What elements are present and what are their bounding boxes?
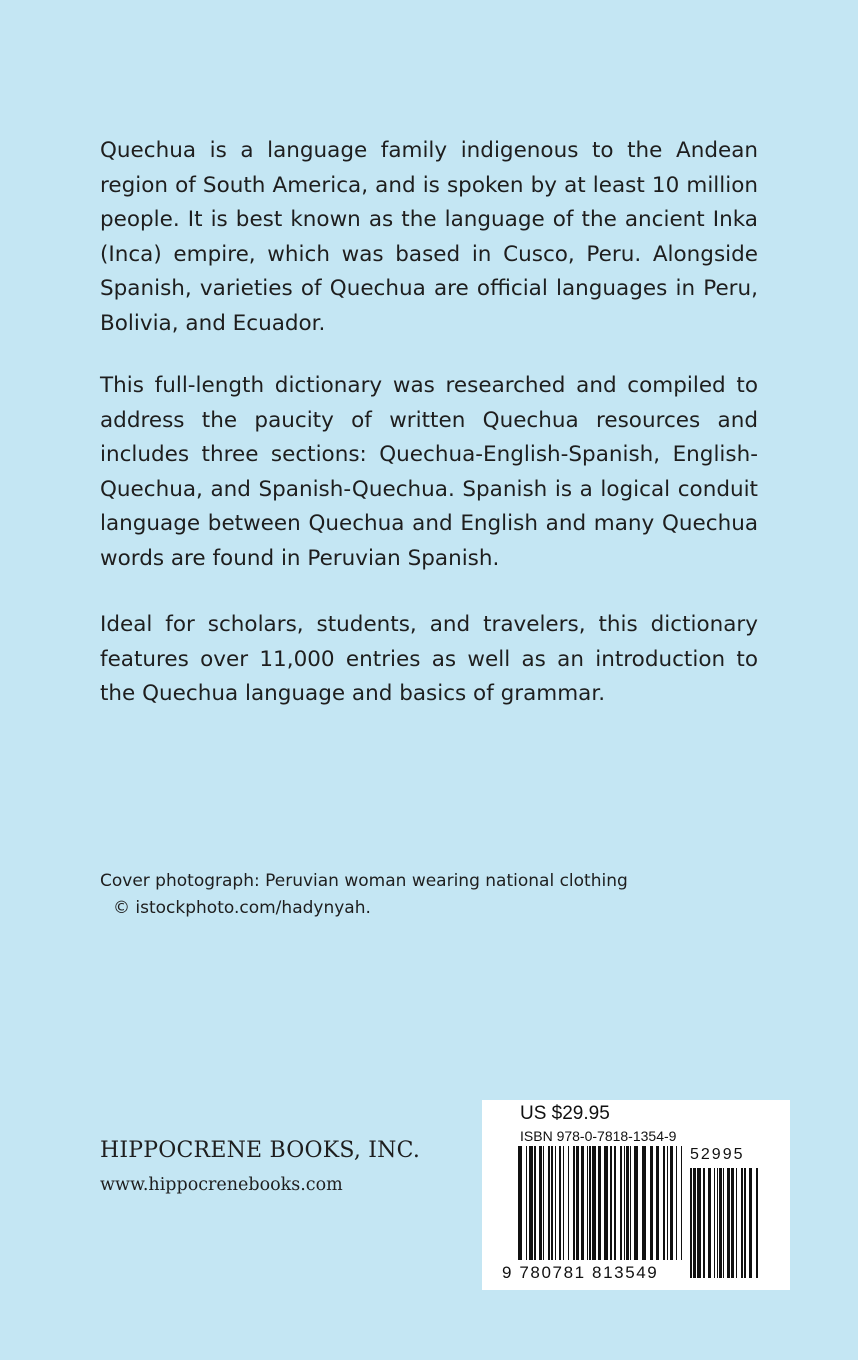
barcode-bar <box>587 1146 588 1260</box>
barcode-bar <box>642 1146 646 1260</box>
barcode-bar <box>604 1146 608 1260</box>
barcode-bar <box>717 1168 718 1278</box>
barcode-bar <box>598 1146 601 1260</box>
price-label: US $29.95 <box>520 1103 610 1124</box>
barcode-bar <box>697 1168 701 1278</box>
barcode-bar <box>529 1146 533 1260</box>
barcode-bar <box>548 1146 550 1260</box>
barcode-bar <box>543 1146 544 1260</box>
barcode-bar <box>714 1168 715 1278</box>
barcode-bar <box>539 1146 542 1260</box>
barcode-bar <box>610 1146 612 1260</box>
barcode-bar <box>634 1146 638 1260</box>
barcode-bar <box>756 1168 758 1278</box>
photo-credit-line-2: © istockphoto.com/hadynyah. <box>113 898 371 918</box>
photo-credit-line-1: Cover photograph: Peruvian woman wearing national clothing <box>100 871 628 891</box>
description-paragraph-2: This full-length dictionary was researched and compiled to address the paucity of written Quechua resources and includes three sections: Quechua-English-Spanish, English-Quechua, and Spanish-Quechua. Spanish is a logical conduit language between Quechua and English and many Quechua words are found in Peruvian Spanish. <box>100 373 758 571</box>
barcode-bar <box>723 1168 724 1278</box>
barcode-bar <box>626 1146 629 1260</box>
barcode-bar <box>518 1146 522 1260</box>
barcode-bar <box>690 1168 692 1278</box>
barcode-bar <box>667 1146 668 1260</box>
barcode-bar <box>551 1146 553 1260</box>
barcode-bar <box>703 1168 705 1278</box>
publisher-website: www.hippocrenebooks.com <box>100 1175 343 1195</box>
barcode-bar <box>676 1146 677 1260</box>
barcode-bar <box>526 1146 527 1260</box>
barcode-bar <box>736 1168 737 1278</box>
barcode-bar <box>741 1168 743 1278</box>
barcode-bar <box>568 1146 569 1260</box>
barcode-bar <box>650 1146 653 1260</box>
addon-number: 52995 <box>690 1146 745 1163</box>
barcode-bar <box>670 1146 673 1260</box>
isbn-label: ISBN 978-0-7818-1354-9 <box>520 1128 677 1144</box>
barcode-bar <box>749 1168 752 1278</box>
addon-barcode-bars <box>690 1168 758 1278</box>
barcode-bar <box>708 1168 711 1278</box>
barcode-bar <box>731 1168 734 1278</box>
barcode-bar <box>559 1146 561 1260</box>
barcode-bar <box>663 1146 665 1260</box>
barcode-bar <box>693 1168 696 1278</box>
ean-barcode-bars <box>518 1146 682 1260</box>
barcode-bar <box>581 1146 584 1260</box>
barcode-bar <box>534 1146 536 1260</box>
description-paragraph-3: Ideal for scholars, students, and travelers, this dictionary features over 11,000 entries as well as an introduction to the Quechua language and basics of grammar. <box>100 612 758 707</box>
barcode-graphic <box>482 1100 790 1290</box>
barcode-bar <box>576 1146 579 1260</box>
barcode-bar <box>744 1168 746 1278</box>
publisher-name: HIPPOCRENE BOOKS, INC. <box>100 1138 421 1163</box>
barcode-bar <box>589 1146 591 1260</box>
barcode-bar <box>681 1146 682 1260</box>
barcode-bar <box>719 1168 722 1278</box>
barcode-bar <box>573 1146 575 1260</box>
barcode-bar <box>614 1146 616 1260</box>
barcode-bar <box>630 1146 631 1260</box>
barcode-bar <box>656 1146 659 1260</box>
barcode-bar <box>555 1146 556 1260</box>
barcode-bar <box>624 1146 625 1260</box>
barcode-bar <box>592 1146 596 1260</box>
ean-number: 9 780781 813549 <box>502 1263 659 1282</box>
barcode-bar <box>727 1168 730 1278</box>
barcode-bar <box>620 1146 622 1260</box>
description-paragraph-1: Quechua is a language family indigenous to the Andean region of South America, and is spoken by at least 10 million people. It is best known as the language of the ancient Inka (Inca) empire, which was based in Cusco, Peru. Alongside Spanish, varieties of Quechua are official languages in Peru, Bolivia, and Ecuador. <box>100 138 758 336</box>
barcode-bar <box>563 1146 564 1260</box>
photo-credit <box>100 868 628 922</box>
barcode-label <box>482 1100 790 1290</box>
